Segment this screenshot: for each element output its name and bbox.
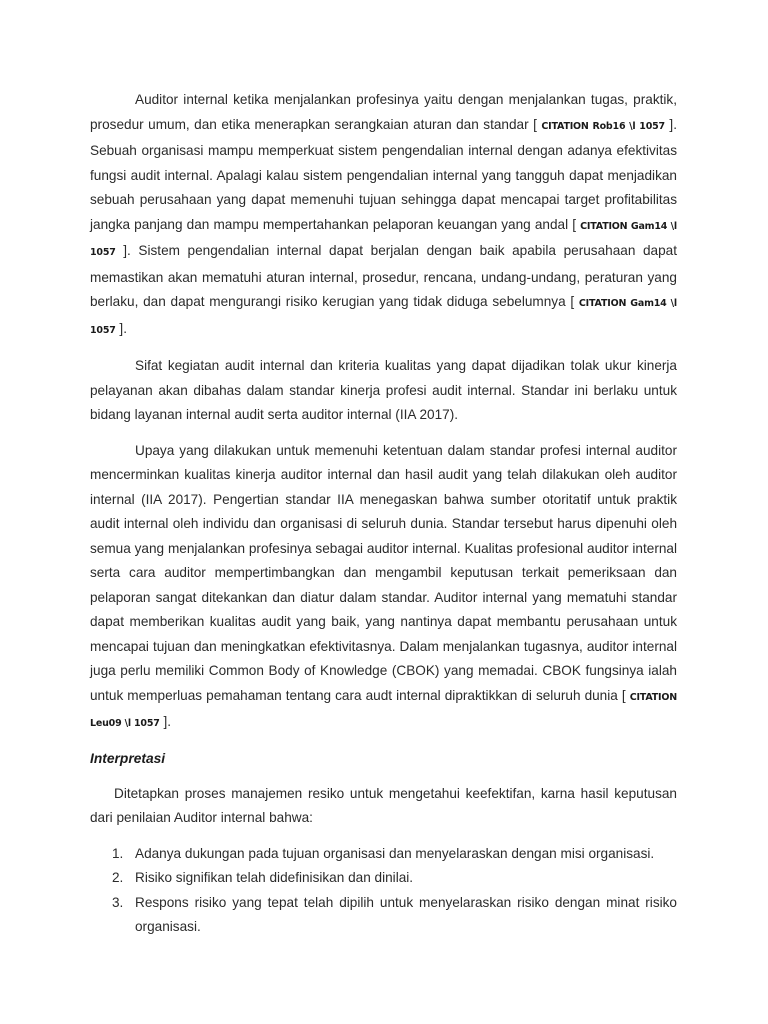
paragraph-text: Sifat kegiatan audit internal dan kriteria kualitas yang dapat dijadikan tolak ukur kinerja pelayanan akan dibahas dalam standar kinerja profesi audit internal. Standar ini berlaku untuk bidang layanan internal audit serta auditor internal (IIA 2017). xyxy=(90,358,677,422)
list-item xyxy=(90,891,677,940)
paragraph-text: ]. xyxy=(115,320,127,336)
body-paragraph xyxy=(90,354,677,428)
citation-field: CITATION Gam14 \l 1057 xyxy=(90,298,677,336)
list-item xyxy=(90,842,677,867)
citation-field: CITATION Rob16 \l 1057 xyxy=(541,120,665,132)
list-item-text: Respons risiko yang tepat telah dipilih untuk menyelaraskan risiko dengan minat risiko organisasi. xyxy=(135,894,677,934)
numbered-list xyxy=(90,842,677,940)
body-paragraph xyxy=(90,439,677,737)
list-item-text: Adanya dukungan pada tujuan organisasi dan menyelaraskan dengan misi organisasi. xyxy=(135,845,655,861)
citation-field: CITATION Leu09 \l 1057 xyxy=(90,691,677,729)
paragraph-text: ]. Sistem pengendalian internal dapat berjalan dengan baik apabila perusahaan dapat memastikan akan mematuhi aturan internal, prosedur, rencana, undang-undang, peraturan yang berlaku, dan dapat mengurangi risiko kerugian yang tidak diduga sebelumnya [ xyxy=(90,243,677,309)
intro-paragraph: Ditetapkan proses manajemen resiko untuk mengetahui keefektifan, karna hasil keputusan dari penilaian Auditor internal bahwa: xyxy=(90,785,677,825)
body-paragraphs xyxy=(90,88,677,737)
paragraph-text: Auditor internal ketika menjalankan profesinya yaitu dengan menjalankan tugas, praktik, prosedur umum, dan etika menerapkan serangkaian aturan dan standar [ xyxy=(90,92,677,132)
body-paragraph xyxy=(90,88,677,343)
list-item-text: Risiko signifikan telah didefinisikan dan dinilai. xyxy=(135,870,414,885)
paragraph-text: ]. Sebuah organisasi mampu memperkuat sistem pengendalian internal dengan adanya efektivitas fungsi audit internal. Apalagi kalau sistem pengendalian internal yang tangguh dapat menjadikan sebuah perusahaan yang dapat memenuhi tujuan sehingga dapat mencapai target profitabilitas jangka panjang dan mampu mempertahankan pelaporan keuangan yang andal [ xyxy=(90,116,677,232)
document-page xyxy=(90,88,677,940)
citation-field: CITATION Gam14 \l 1057 xyxy=(90,220,677,258)
list-item-number: 1. xyxy=(112,845,124,861)
section-heading: Interpretasi xyxy=(90,750,166,766)
list-item-number: 3. xyxy=(112,894,124,910)
list-item-number: 2. xyxy=(112,870,124,885)
paragraph-text: Upaya yang dilakukan untuk memenuhi ketentuan dalam standar profesi internal auditor mencerminkan kualitas kinerja auditor internal dan hasil audit yang telah dilakukan oleh auditor internal (IIA 2017). Pengertian standar IIA menegaskan bahwa sumber otoritatif untuk praktik audit internal oleh individu dan organisasi di seluruh dunia. Standar tersebut harus dipenuhi oleh semua yang menjalankan profesinya sebagai auditor internal. Kualitas profesional auditor internal serta cara auditor mempertimbangkan dan mengambil keputusan terkait pemeriksaan dan pelaporan sangat ditekankan dan diatur dalam standar. Auditor internal yang mematuhi standar dapat memberikan kualitas audit yang baik, yang nantinya dapat membantu perusahaan untuk mencapai tujuan dan meningkatkan efektivitasnya. Dalam menjalankan tugasnya, auditor internal juga perlu memiliki Common Body of Knowledge (CBOK) yang memadai. CBOK fungsinya ialah untuk memperluas pemahaman tentang cara audt internal dipraktikkan di seluruh dunia [ xyxy=(90,442,677,703)
paragraph-text: ]. xyxy=(159,714,172,729)
list-item xyxy=(90,866,677,891)
